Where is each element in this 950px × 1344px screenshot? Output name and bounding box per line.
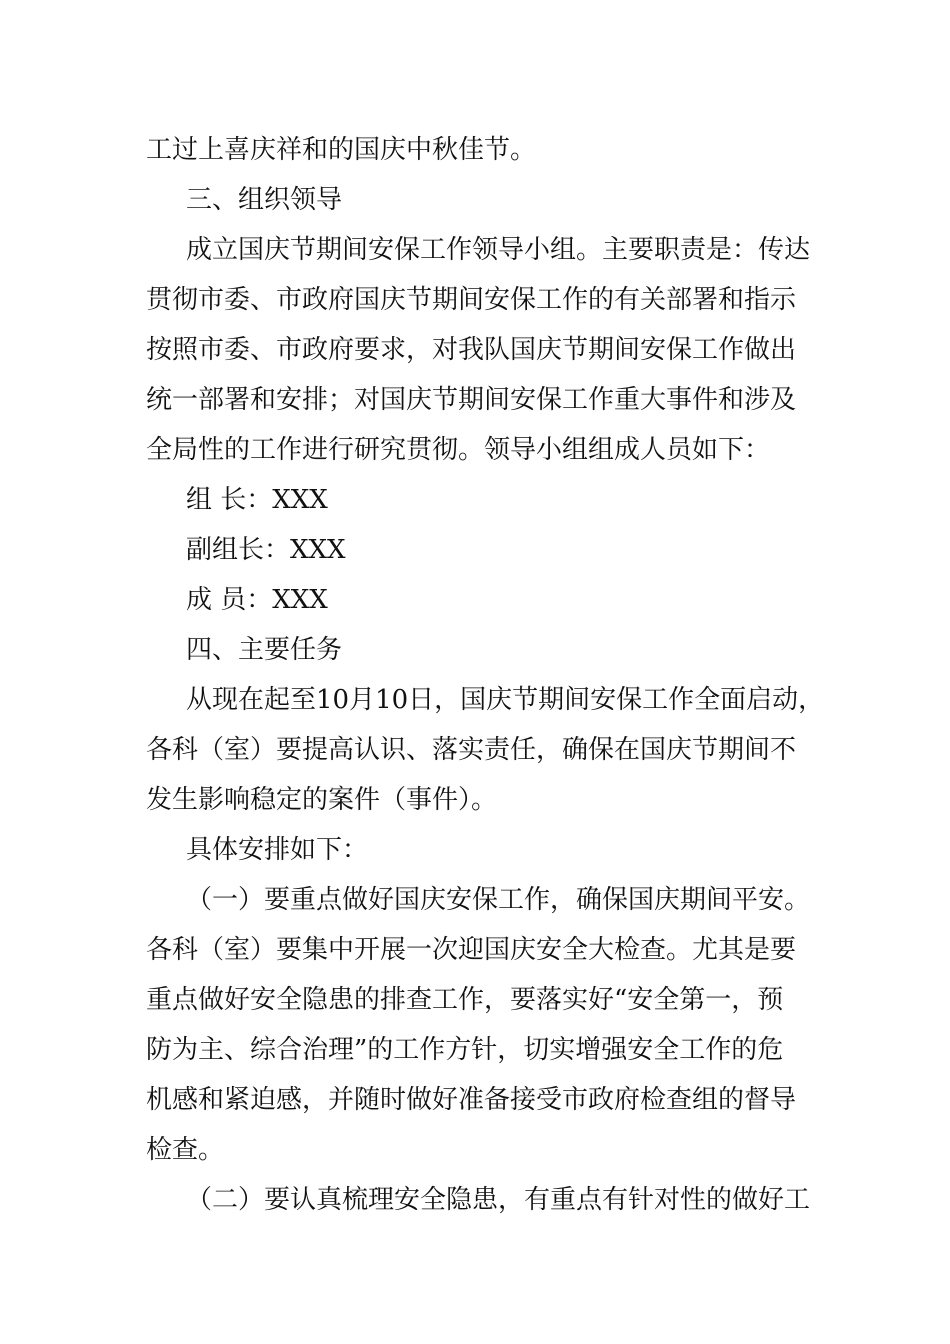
text-line-continuation: 工过上喜庆祥和的国庆中秋佳节。 — [146, 135, 537, 165]
subsection-one: （一）要重点做好国庆安保工作，确保国庆期间平安。 — [186, 885, 811, 915]
text-line: 各科（室）要提高认识、落实责任，确保在国庆节期间不 — [146, 735, 797, 765]
text-line: 机感和紧迫感，并随时做好准备接受市政府检查组的督导 — [146, 1085, 797, 1115]
text-line: 按照市委、市政府要求，对我队国庆节期间安保工作做出 — [146, 335, 797, 365]
text-line: 贯彻市委、市政府国庆节期间安保工作的有关部署和指示 — [146, 285, 797, 315]
text-line: 全局性的工作进行研究贯彻。领导小组组成人员如下： — [146, 435, 771, 465]
text-line: 成立国庆节期间安保工作领导小组。主要职责是：传达 — [186, 235, 811, 265]
text-line: 检查。 — [146, 1135, 225, 1165]
text-line: 具体安排如下： — [186, 835, 369, 865]
text-line: 从现在起至10月10日，国庆节期间安保工作全面启动， — [186, 685, 825, 715]
text-line: 防为主、综合治理”的工作方针，切实增强安全工作的危 — [146, 1035, 784, 1065]
text-line: 发生影响稳定的案件（事件）。 — [146, 785, 498, 815]
text-line: 统一部署和安排；对国庆节期间安保工作重大事件和涉及 — [146, 385, 797, 415]
member-members: 成 员：XXX — [186, 585, 328, 615]
subsection-two: （二）要认真梳理安全隐患，有重点有针对性的做好工 — [186, 1185, 811, 1215]
member-leader: 组 长：XXX — [186, 485, 328, 515]
section-heading-organization: 三、组织领导 — [186, 185, 343, 215]
text-line: 各科（室）要集中开展一次迎国庆安全大检查。尤其是要 — [146, 935, 797, 965]
member-deputy-leader: 副组长：XXX — [186, 535, 346, 565]
text-line: 重点做好安全隐患的排查工作，要落实好“安全第一，预 — [146, 985, 784, 1015]
section-heading-main-tasks: 四、主要任务 — [186, 635, 343, 665]
